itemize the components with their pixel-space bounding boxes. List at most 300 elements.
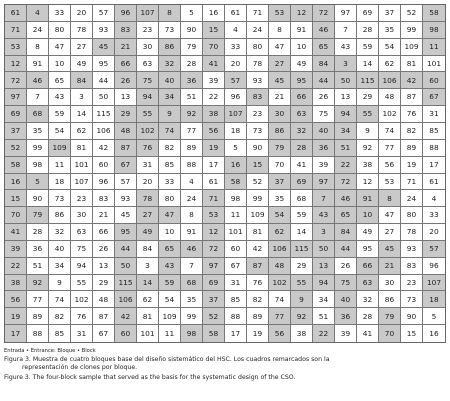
grid-cell: 79 (269, 140, 291, 157)
grid-cell: 58 (225, 174, 247, 191)
figure-caption-english: Figure 3. The four-block sample that served as the basis for the systematic design of the CSO. (4, 374, 296, 381)
grid-cell: 102 (379, 106, 401, 123)
grid-cell: 48 (379, 89, 401, 106)
grid-cell: 16 (203, 5, 225, 22)
grid-cell: 102 (137, 123, 159, 140)
grid-cell: 50 (313, 241, 335, 258)
grid-cell: 93 (115, 190, 137, 207)
grid-cell: 24 (181, 190, 203, 207)
grid-cell: 88 (27, 325, 49, 342)
grid-cell: 63 (291, 106, 313, 123)
grid-cell: 4 (27, 5, 49, 22)
grid-cell: 75 (313, 106, 335, 123)
grid-cell: 35 (27, 123, 49, 140)
grid-cell: 81 (247, 224, 269, 241)
grid-cell: 99 (181, 308, 203, 325)
grid-cell: 51 (335, 140, 357, 157)
grid-cell: 101 (71, 157, 93, 174)
grid-cell: 42 (115, 308, 137, 325)
grid-cell: 115 (357, 72, 379, 89)
grid-cell: 43 (313, 207, 335, 224)
grid-cell: 39 (313, 157, 335, 174)
grid-cell: 7 (313, 190, 335, 207)
grid-cell: 40 (49, 241, 71, 258)
grid-cell: 75 (137, 72, 159, 89)
grid-cell: 96 (423, 258, 445, 275)
grid-cell: 34 (313, 291, 335, 308)
grid-cell: 12 (357, 174, 379, 191)
grid-cell: 115 (93, 106, 115, 123)
grid-cell: 97 (203, 258, 225, 275)
grid-cell: 53 (269, 5, 291, 22)
grid-cell: 59 (357, 39, 379, 56)
grid-cell: 55 (71, 275, 93, 292)
grid-cell: 22 (335, 157, 357, 174)
grid-cell: 37 (269, 174, 291, 191)
grid-cell: 48 (269, 258, 291, 275)
grid-cell: 37 (5, 123, 27, 140)
grid-cell: 80 (49, 22, 71, 39)
grid-cell: 101 (225, 224, 247, 241)
grid-cell: 13 (93, 258, 115, 275)
grid-cell: 65 (313, 39, 335, 56)
grid-cell: 10 (357, 207, 379, 224)
legend-entrance-block: Entrada • Entrance: Bloque • Block (4, 348, 96, 354)
grid-cell: 75 (71, 241, 93, 258)
grid-cell: 80 (159, 190, 181, 207)
grid-cell: 19 (5, 308, 27, 325)
grid-cell: 57 (93, 5, 115, 22)
grid-cell: 67 (115, 157, 137, 174)
grid-cell: 68 (181, 275, 203, 292)
grid-cell: 36 (27, 241, 49, 258)
grid-cell: 4 (225, 22, 247, 39)
grid-cell: 77 (269, 308, 291, 325)
grid-cell: 62 (269, 224, 291, 241)
grid-cell: 69 (357, 5, 379, 22)
grid-cell: 49 (291, 56, 313, 73)
grid-cell: 69 (203, 275, 225, 292)
grid-cell: 95 (93, 56, 115, 73)
grid-cell: 94 (335, 106, 357, 123)
grid-cell: 48 (93, 291, 115, 308)
grid-cell: 11 (423, 39, 445, 56)
grid-cell: 91 (181, 224, 203, 241)
grid-cell: 59 (291, 207, 313, 224)
grid-cell: 52 (5, 140, 27, 157)
grid-cell: 68 (27, 106, 49, 123)
grid-cell: 3 (313, 224, 335, 241)
grid-cell: 11 (225, 207, 247, 224)
grid-cell: 8 (379, 190, 401, 207)
grid-cell: 79 (181, 39, 203, 56)
grid-cell: 98 (27, 157, 49, 174)
grid-cell: 56 (5, 291, 27, 308)
grid-cell: 77 (27, 291, 49, 308)
grid-cell: 79 (27, 207, 49, 224)
grid-cell: 90 (181, 22, 203, 39)
grid-cell: 70 (5, 207, 27, 224)
grid-cell: 82 (159, 140, 181, 157)
grid-cell: 9 (49, 275, 71, 292)
grid-cell: 78 (401, 224, 423, 241)
grid-cell: 86 (49, 207, 71, 224)
grid-cell: 98 (181, 325, 203, 342)
grid-cell: 97 (335, 5, 357, 22)
grid-cell: 71 (247, 5, 269, 22)
grid-cell: 34 (159, 89, 181, 106)
grid-cell: 40 (335, 291, 357, 308)
grid-cell: 88 (423, 140, 445, 157)
grid-cell: 109 (247, 207, 269, 224)
grid-cell: 28 (27, 224, 49, 241)
grid-cell: 89 (401, 140, 423, 157)
grid-cell: 98 (423, 22, 445, 39)
grid-cell: 30 (269, 106, 291, 123)
grid-cell: 29 (93, 275, 115, 292)
grid-cell: 65 (335, 207, 357, 224)
grid-cell: 33 (49, 5, 71, 22)
grid-cell: 43 (335, 39, 357, 56)
grid-cell: 60 (93, 157, 115, 174)
grid-cell: 36 (181, 72, 203, 89)
grid-cell: 45 (269, 72, 291, 89)
grid-cell: 101 (137, 325, 159, 342)
grid-cell: 76 (71, 308, 93, 325)
grid-cell: 39 (335, 325, 357, 342)
grid-cell: 17 (5, 325, 27, 342)
grid-cell: 55 (291, 275, 313, 292)
grid-cell: 38 (203, 106, 225, 123)
grid-cell: 107 (225, 106, 247, 123)
grid-cell: 46 (181, 241, 203, 258)
grid-cell: 12 (291, 5, 313, 22)
grid-cell: 87 (93, 308, 115, 325)
grid-cell: 87 (401, 89, 423, 106)
grid-cell: 14 (291, 224, 313, 241)
grid-cell: 106 (379, 72, 401, 89)
grid-cell: 66 (93, 224, 115, 241)
grid-cell: 41 (203, 56, 225, 73)
grid-cell: 91 (27, 56, 49, 73)
grid-cell: 97 (5, 89, 27, 106)
grid-cell: 8 (269, 22, 291, 39)
grid-cell: 78 (137, 190, 159, 207)
grid-cell: 94 (71, 258, 93, 275)
grid-cell: 109 (159, 308, 181, 325)
grid-cell: 102 (71, 291, 93, 308)
grid-cell: 49 (357, 224, 379, 241)
grid-cell: 24 (401, 190, 423, 207)
grid-cell: 69 (291, 174, 313, 191)
grid-cell: 53 (203, 207, 225, 224)
grid-cell: 30 (137, 39, 159, 56)
grid-cell: 90 (27, 190, 49, 207)
grid-cell: 35 (181, 291, 203, 308)
grid-cell: 54 (379, 39, 401, 56)
grid-cell: 54 (269, 207, 291, 224)
grid-cell: 47 (379, 207, 401, 224)
grid-cell: 26 (93, 241, 115, 258)
grid-cell: 17 (225, 325, 247, 342)
grid-cell: 66 (357, 258, 379, 275)
grid-cell: 27 (379, 224, 401, 241)
grid-cell: 27 (137, 207, 159, 224)
grid-cell: 38 (5, 275, 27, 292)
grid-cell: 107 (71, 174, 93, 191)
grid-cell: 80 (247, 39, 269, 56)
grid-cell: 22 (5, 258, 27, 275)
grid-cell: 81 (71, 140, 93, 157)
grid-cell: 47 (159, 207, 181, 224)
grid-cell: 79 (379, 308, 401, 325)
grid-cell: 7 (335, 22, 357, 39)
grid-cell: 63 (71, 224, 93, 241)
grid-cell: 62 (379, 56, 401, 73)
grid-cell: 26 (335, 258, 357, 275)
grid-cell: 88 (181, 157, 203, 174)
grid-cell: 17 (423, 157, 445, 174)
grid-cell: 8 (159, 5, 181, 22)
grid-cell: 94 (313, 275, 335, 292)
grid-cell: 56 (379, 157, 401, 174)
grid-cell: 9 (291, 291, 313, 308)
grid-cell: 74 (379, 123, 401, 140)
grid-cell: 9 (357, 123, 379, 140)
grid-cell: 14 (357, 56, 379, 73)
grid-cell: 28 (357, 22, 379, 39)
grid-cell: 26 (313, 89, 335, 106)
grid-cell: 83 (115, 22, 137, 39)
grid-cell: 58 (203, 325, 225, 342)
grid-cell: 67 (225, 258, 247, 275)
grid-cell: 10 (159, 224, 181, 241)
grid-cell: 31 (71, 325, 93, 342)
grid-cell: 73 (159, 22, 181, 39)
grid-cell: 18 (49, 174, 71, 191)
figure-caption-spanish-line1: Figura 3. Muestra de cuatro bloques base del diseño sistemático del HSC. Los cuadros remarcados son la (4, 356, 330, 363)
grid-cell: 47 (269, 39, 291, 56)
grid-cell: 61 (225, 5, 247, 22)
grid-cell: 70 (203, 39, 225, 56)
grid-cell: 84 (313, 56, 335, 73)
grid-cell: 15 (401, 325, 423, 342)
grid-cell: 106 (269, 241, 291, 258)
grid-cell: 98 (225, 190, 247, 207)
grid-cell: 34 (49, 258, 71, 275)
grid-cell: 29 (115, 106, 137, 123)
grid-cell: 53 (379, 174, 401, 191)
grid-cell: 46 (335, 190, 357, 207)
grid-cell: 16 (423, 325, 445, 342)
grid-cell: 19 (401, 157, 423, 174)
grid-cell: 61 (423, 174, 445, 191)
grid-cell: 107 (137, 5, 159, 22)
grid-cell: 95 (357, 241, 379, 258)
grid-cell: 74 (269, 291, 291, 308)
grid-cell: 32 (49, 224, 71, 241)
grid-cell: 17 (203, 157, 225, 174)
grid-cell: 71 (203, 190, 225, 207)
grid-cell: 14 (137, 275, 159, 292)
grid-cell: 74 (49, 291, 71, 308)
grid-cell: 86 (159, 39, 181, 56)
grid-cell: 84 (71, 72, 93, 89)
grid-cell: 55 (357, 106, 379, 123)
grid-cell: 96 (225, 89, 247, 106)
grid-cell: 56 (203, 123, 225, 140)
grid-cell: 46 (27, 72, 49, 89)
grid-cell: 92 (291, 308, 313, 325)
grid-cell: 38 (291, 325, 313, 342)
grid-cell: 106 (93, 123, 115, 140)
grid-cell: 39 (5, 241, 27, 258)
grid-cell: 29 (357, 89, 379, 106)
grid-cell: 102 (269, 275, 291, 292)
grid-cell: 24 (247, 22, 269, 39)
grid-cell: 62 (137, 291, 159, 308)
grid-cell: 83 (401, 258, 423, 275)
grid-cell: 33 (159, 174, 181, 191)
grid-cell: 52 (203, 308, 225, 325)
grid-cell: 58 (5, 157, 27, 174)
grid-cell: 93 (247, 72, 269, 89)
grid-cell: 20 (423, 224, 445, 241)
grid-cell: 76 (247, 275, 269, 292)
grid-cell: 10 (49, 56, 71, 73)
grid-cell: 73 (401, 291, 423, 308)
grid-cell: 26 (115, 72, 137, 89)
grid-cell: 44 (93, 72, 115, 89)
grid-cell: 10 (291, 39, 313, 56)
grid-cell: 72 (313, 5, 335, 22)
grid-cell: 43 (49, 89, 71, 106)
grid-cell: 29 (291, 258, 313, 275)
grid-cell: 68 (291, 190, 313, 207)
grid-cell: 78 (71, 22, 93, 39)
grid-cell: 73 (49, 190, 71, 207)
grid-cell: 27 (71, 39, 93, 56)
figure-caption-spanish-line2: representación de clones por bloque. (22, 364, 138, 371)
grid-cell: 67 (423, 89, 445, 106)
grid-cell: 49 (71, 56, 93, 73)
grid-cell: 35 (269, 190, 291, 207)
grid-cell: 12 (5, 56, 27, 73)
grid-cell: 91 (291, 22, 313, 39)
grid-cell: 84 (137, 241, 159, 258)
grid-cell: 82 (247, 291, 269, 308)
grid-cell: 23 (71, 190, 93, 207)
grid-cell: 41 (5, 224, 27, 241)
grid-cell: 54 (49, 123, 71, 140)
grid-cell: 19 (203, 140, 225, 157)
grid-cell: 50 (115, 258, 137, 275)
grid-cell: 69 (5, 106, 27, 123)
grid-cell: 92 (357, 140, 379, 157)
grid-cell: 115 (115, 275, 137, 292)
grid-cell: 63 (137, 56, 159, 73)
grid-cell: 76 (137, 140, 159, 157)
grid-cell: 106 (115, 291, 137, 308)
grid-cell: 15 (203, 22, 225, 39)
grid-cell: 94 (137, 89, 159, 106)
grid-cell: 71 (401, 174, 423, 191)
grid-cell: 18 (423, 291, 445, 308)
grid-cell: 23 (137, 22, 159, 39)
grid-cell: 70 (269, 157, 291, 174)
grid-cell: 3 (71, 89, 93, 106)
grid-cell: 71 (5, 22, 27, 39)
grid-cell: 22 (203, 89, 225, 106)
grid-cell: 87 (115, 140, 137, 157)
grid-cell: 4 (423, 190, 445, 207)
grid-cell: 28 (181, 56, 203, 73)
grid-cell: 60 (225, 241, 247, 258)
grid-cell: 82 (401, 123, 423, 140)
grid-cell: 75 (335, 275, 357, 292)
grid-cell: 7 (181, 258, 203, 275)
grid-cell: 72 (5, 72, 27, 89)
grid-cell: 62 (71, 123, 93, 140)
grid-cell: 73 (247, 123, 269, 140)
grid-cell: 21 (379, 258, 401, 275)
grid-cell: 84 (335, 224, 357, 241)
grid-cell: 61 (203, 174, 225, 191)
grid-cell: 47 (49, 39, 71, 56)
grid-cell: 43 (159, 258, 181, 275)
grid-cell: 42 (93, 140, 115, 157)
grid-cell: 20 (71, 5, 93, 22)
grid-cell: 32 (159, 56, 181, 73)
grid-cell: 95 (115, 224, 137, 241)
grid-cell: 13 (313, 258, 335, 275)
clone-grid-table (4, 4, 446, 343)
grid-cell: 14 (71, 106, 93, 123)
grid-cell: 92 (27, 275, 49, 292)
grid-cell: 72 (335, 174, 357, 191)
grid-cell: 59 (49, 106, 71, 123)
grid-cell: 107 (423, 275, 445, 292)
grid-cell: 40 (159, 72, 181, 89)
grid-cell: 99 (401, 22, 423, 39)
grid-cell: 115 (291, 241, 313, 258)
grid-cell: 61 (5, 5, 27, 22)
grid-cell: 81 (137, 308, 159, 325)
grid-cell: 3 (335, 56, 357, 73)
grid-cell: 63 (357, 275, 379, 292)
grid-cell: 44 (335, 241, 357, 258)
grid-cell: 22 (313, 325, 335, 342)
grid-cell: 31 (137, 157, 159, 174)
grid-cell: 50 (335, 72, 357, 89)
grid-cell: 51 (27, 258, 49, 275)
grid-cell: 33 (225, 39, 247, 56)
grid-cell: 31 (225, 275, 247, 292)
grid-cell: 24 (27, 22, 49, 39)
grid-cell: 59 (159, 275, 181, 292)
grid-cell: 78 (247, 56, 269, 73)
grid-cell: 45 (379, 241, 401, 258)
grid-cell: 99 (247, 190, 269, 207)
grid-cell: 37 (203, 291, 225, 308)
grid-cell: 45 (115, 207, 137, 224)
grid-cell: 28 (357, 308, 379, 325)
grid-cell: 45 (93, 39, 115, 56)
grid-cell: 32 (357, 291, 379, 308)
grid-cell: 58 (423, 5, 445, 22)
grid-cell: 49 (137, 224, 159, 241)
grid-cell: 109 (49, 140, 71, 157)
